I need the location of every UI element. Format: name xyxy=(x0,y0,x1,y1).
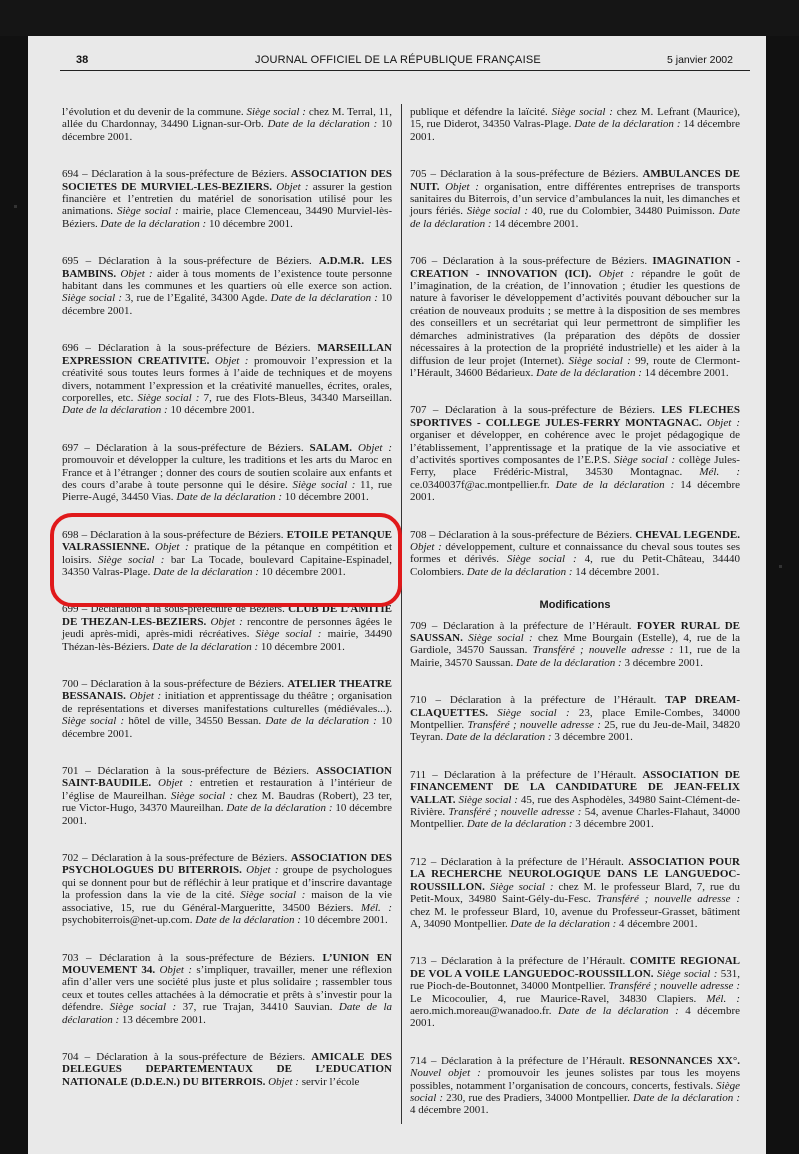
new-address: 54, avenue Charles-Flahaut, 34000 Montpellier. xyxy=(410,806,740,831)
date-label: Date de la déclaration : xyxy=(466,565,573,578)
entry-intro: 699 – Déclaration à la sous-préfecture de Béziers. xyxy=(62,603,289,616)
siege-address: 37, rue Trajan, 34410 Sauvian. xyxy=(176,1001,339,1014)
entry-body: pratique de la pétanque en compétition et loisirs. xyxy=(62,541,392,566)
declaration-entry xyxy=(410,1055,740,1117)
section-heading: Modifications xyxy=(539,599,611,612)
declaration-entry xyxy=(62,1051,392,1088)
entry-body: répandre le goût de l’imagination, de la création, de l’innovation ; étudier les questions de nature à favoriser le développement d’activités pouvant déboucher sur la création de nouveaux produits ; se mettre à la disposition de ses membres des conseillers et un secrétariat qui leur permettront de simplifier les démarches administratives (la préparation des dépôts de dossier nécessaires à la protection de la propriété industrielle) et les aider à la diffusion de leur projet (Internet). xyxy=(410,267,740,367)
transfer-label: Transféré ; nouvelle adresse : xyxy=(448,806,582,819)
entry-intro: 708 – Déclaration à la sous-préfecture de Béziers. xyxy=(410,528,636,541)
objet-label: Objet : xyxy=(352,441,392,454)
association-name: ASSOCIATION DES SOCIETES DE MURVIEL-LES-BEZIERS. xyxy=(62,168,392,193)
objet-label: Objet : xyxy=(241,864,279,877)
date-label: Date de la déclaration : xyxy=(516,656,622,669)
declaration-date: 10 décembre 2001. xyxy=(62,292,392,317)
siege-label: Siège social : xyxy=(170,789,234,802)
declaration-date: 10 décembre 2001. xyxy=(62,715,392,740)
objet-label: Objet : xyxy=(410,540,442,553)
declaration-entry xyxy=(410,529,740,579)
declaration-date: 10 décembre 2001. xyxy=(206,217,293,230)
declaration-entry xyxy=(62,168,392,230)
declaration-date: 14 décembre 2001. xyxy=(641,366,729,379)
association-name: AMBULANCES DE NUIT. xyxy=(410,168,740,193)
association-name: TAP DREAM-CLAQUETTES. xyxy=(410,694,740,719)
entry-intro: 711 – Déclaration à la préfecture de l’Hérault. xyxy=(410,768,643,781)
declaration-entry xyxy=(410,106,740,143)
siege-label: Siège social : xyxy=(489,880,554,893)
date-label: Date de la déclaration : xyxy=(265,715,377,728)
scan-speck xyxy=(779,565,782,568)
entry-body: assurer la gestion financière et l’entretien du matériel de sonorisation utilisé pour les animations. xyxy=(62,180,392,218)
siege-label: Siège social : xyxy=(62,715,125,728)
declaration-date: 14 décembre 2001. xyxy=(410,118,741,143)
association-name: FOYER RURAL DE SAUSSAN. xyxy=(410,619,740,644)
declaration-date: 10 décembre 2001. xyxy=(167,404,255,417)
declaration-entry xyxy=(62,442,392,504)
new-address: Le Micocoulier, 4, rue Maurice-Ravel, 34830 Clapiers. xyxy=(410,992,707,1005)
declaration-entry xyxy=(62,603,392,653)
declaration-date: 10 décembre 2001. xyxy=(62,118,393,143)
declaration-date: 4 décembre 2001. xyxy=(410,1004,741,1030)
siege-address: chez M. le professeur Blard, 7, rue du Petit-Moux, 34980 Saint-Gély-du-Fesc. xyxy=(410,880,740,906)
declaration-date: 10 décembre 2001. xyxy=(282,491,369,504)
siege-address: 99, route de Clermont-l’Hérault, 34600 Bédarieux. xyxy=(410,354,741,379)
entry-body: entretien et restauration à l’intérieur de l’église de Maureilhan. xyxy=(62,777,392,802)
siege-address: collège Jules-Ferry, place Frédéric-Mistral, 34530 Montagnac. xyxy=(410,453,740,479)
date-label: Date de la déclaration : xyxy=(574,118,681,131)
entry-body: rencontre de personnes âgées le jeudi après-midi, après-midi récréatives. xyxy=(62,615,392,641)
objet-label: Objet : xyxy=(116,267,153,280)
declaration-entry xyxy=(62,678,392,740)
entry-body: développement, culture et connaissance du cheval sous toutes ses formes et dérivés. xyxy=(410,540,740,566)
siege-address: hôtel de ville, 34550 Bessan. xyxy=(124,715,266,728)
entry-intro: 696 – Déclaration à la sous-préfecture de Béziers. xyxy=(62,342,318,355)
declaration-date: 10 décembre 2001. xyxy=(258,640,345,653)
date-label: Date de la déclaration : xyxy=(510,917,617,930)
association-name: CLUB DE L’AMITIE DE THEZAN-LES-BEZIERS. xyxy=(62,603,392,628)
declaration-date: 4 décembre 2001. xyxy=(616,917,698,930)
declaration-entry xyxy=(62,106,392,143)
transfer-label: Transféré ; nouvelle adresse : xyxy=(596,893,740,906)
siege-label: Siège social : xyxy=(116,205,179,218)
entry-body: promouvoir l’expression et la créativité sous toutes leurs formes à l’aide de techniques et de moyens divers, notamment l’expression et la créativité manuelles, écrites, orales, corporelles, etc. xyxy=(62,354,392,404)
entry-body xyxy=(488,707,497,719)
entry-intro: 704 – Déclaration à la sous-préfecture de Béziers. xyxy=(62,1050,312,1063)
entry-body: organisation, entre différentes entreprises de transports sanitaires du Biterrois, d’un service d’ambulances la nuit, les dimanches et jours fériés. xyxy=(410,180,740,218)
association-name: ASSOCIATION SAINT-BAUDILE. xyxy=(62,765,392,790)
siege-label: Siège social : xyxy=(506,553,577,566)
association-name: ETOILE PETANQUE VALRASSIENNE. xyxy=(62,528,392,554)
entry-body: organiser et développer, en cohérence avec le projet pédagogique de l’établissement, l’apprentissage et la pratique de la vie associative et d’activités sportives composantes de l’E.P.S. xyxy=(410,429,740,466)
siege-address: 531, rue Pioch-de-Boutonnet, 34000 Montpellier. xyxy=(410,967,741,993)
siege-label: Siège social : xyxy=(410,1079,740,1104)
entry-body: s’impliquer, travailler, mener une réflexion afin d’aller vers une société plus juste et plus solidaire ; rassembler tous ceux et toutes celles attachées à la démocratie et prêts à s’investir pour la défendre. xyxy=(62,963,392,1014)
email-address: aero.mich.moreau@wanadoo.fr. xyxy=(410,1004,558,1017)
siege-address: 4, rue du Petit-Château, 34440 Colombiers. xyxy=(410,553,741,578)
siege-address: 40, rue du Colombier, 34480 Puimisson. xyxy=(528,205,719,218)
siege-label: Siège social : xyxy=(656,967,718,980)
siege-address: 3, rue de l’Egalité, 34300 Agde. xyxy=(122,292,271,305)
association-name: AMICALE DES DELEGUES DEPARTEMENTAUX DE L’EDUCATION NATIONALE (D.D.E.N.) DU BITERROIS. xyxy=(62,1050,392,1088)
entry-body: l’évolution et du devenir de la commune. xyxy=(62,106,247,118)
declaration-entry xyxy=(410,955,740,1029)
date-label: Date de la déclaration : xyxy=(152,640,259,653)
siege-label: Siège social : xyxy=(466,205,529,218)
declaration-entry xyxy=(410,404,740,503)
date-label: Date de la déclaration : xyxy=(176,491,283,504)
objet-label: Objet : xyxy=(125,690,162,703)
issue-date: 5 janvier 2002 xyxy=(667,54,733,66)
declaration-date: 3 décembre 2001. xyxy=(621,656,703,669)
declaration-entry xyxy=(410,620,740,670)
email-label: Mél. : xyxy=(706,992,741,1005)
email-label: Mél. : xyxy=(699,466,740,479)
declaration-date: 3 décembre 2001. xyxy=(572,818,654,831)
siege-label: Siège social : xyxy=(568,354,631,367)
date-label: Date de la déclaration : xyxy=(632,1091,740,1104)
siege-label: Siège social : xyxy=(137,391,200,404)
column-divider xyxy=(401,104,402,1124)
declaration-date: 10 décembre 2001. xyxy=(258,565,346,578)
siege-address: 45, rue des Asphodèles, 34980 Saint-Clément-de-Rivière. xyxy=(410,793,740,819)
declaration-date: 3 décembre 2001. xyxy=(551,731,633,744)
declaration-entry xyxy=(410,769,740,831)
entry-body: publique et défendre la laïcité. xyxy=(410,106,552,118)
journal-title: JOURNAL OFFICIEL DE LA RÉPUBLIQUE FRANÇAISE xyxy=(255,54,541,66)
transfer-label: Transféré ; nouvelle adresse : xyxy=(467,719,601,732)
siege-label: Siège social : xyxy=(613,453,676,466)
association-name: ATELIER THEATRE BESSANAIS. xyxy=(62,678,392,703)
siege-address: chez M. Terral, 11, allée du Chardonnay, 34490 Lignan-sur-Orb. xyxy=(62,106,393,131)
entry-body: servir l’école xyxy=(298,1075,360,1088)
siege-label: Siège social : xyxy=(246,106,306,118)
new-address: 11, rue de la Mairie, 34570 Saussan. xyxy=(410,644,740,669)
entry-body: promouvoir et développer la culture, les traditions et les arts du Maroc en France et à l’étranger ; donner des cours de soutien scolaire aux enfants et des cours d’arabe à toute personne qui le désire. xyxy=(62,454,392,491)
date-label: Date de la déclaration : xyxy=(226,802,333,815)
siege-address: 230, rue des Pradiers, 34000 Montpellier. xyxy=(443,1091,633,1104)
siege-label: Siège social : xyxy=(240,889,306,902)
transfer-label: Transféré ; nouvelle adresse : xyxy=(532,644,674,657)
declaration-entry xyxy=(62,255,392,317)
new-address: 25, rue du Jeu-de-Mail, 34820 Teyran. xyxy=(410,719,740,744)
page-number: 38 xyxy=(76,54,89,66)
siege-label: Siège social : xyxy=(497,706,570,719)
objet-label: Objet : xyxy=(206,615,243,628)
association-name: SALAM. xyxy=(309,441,353,454)
date-label: Date de la déclaration : xyxy=(267,118,378,131)
header-rule xyxy=(60,70,750,71)
declaration-entry xyxy=(410,694,740,744)
entry-intro: 701 – Déclaration à la sous-préfecture de Béziers. xyxy=(62,765,316,778)
date-label: Date de la déclaration : xyxy=(62,404,168,417)
siege-label: Siège social : xyxy=(292,478,356,491)
siege-label: Siège social : xyxy=(551,106,613,118)
association-name: RESONNANCES XX°. xyxy=(629,1054,740,1067)
siege-address: 23, place Emile-Combes, 34000 Montpellier. xyxy=(410,706,740,732)
date-label: Date de la déclaration : xyxy=(195,914,301,927)
siege-address: bar La Tocade, boulevard Capitaine-Espinadel, 34350 Valras-Plage. xyxy=(62,553,392,578)
siege-address: mairie, place Clemenceau, 34490 Murviel-lès-Béziers. xyxy=(62,205,392,230)
entry-intro: 700 – Déclaration à la sous-préfecture de Béziers. xyxy=(62,678,288,690)
entry-intro: 712 – Déclaration à la préfecture de l’Hérault. xyxy=(410,855,629,868)
entry-intro: 694 – Déclaration à la sous-préfecture de Béziers. xyxy=(62,168,291,181)
association-name: A.D.M.R. LES BAMBINS. xyxy=(62,255,392,280)
date-label: Date de la déclaration : xyxy=(153,565,259,578)
association-name: COMITE REGIONAL DE VOL A VOILE LANGUEDOC-ROUSSILLON. xyxy=(410,955,740,980)
declaration-entry xyxy=(410,856,740,930)
entry-intro: 707 – Déclaration à la sous-préfecture de Béziers. xyxy=(410,404,662,417)
entry-intro: 697 – Déclaration à la sous-préfecture de Béziers. xyxy=(62,441,310,454)
declaration-date: 10 décembre 2001. xyxy=(62,802,392,827)
email-label: Mél. : xyxy=(360,901,392,914)
entry-body: groupe de psychologues qui se donnent pour but de réfléchir à leur pratique et d’inscrire davantage la profession dans la vie de la cité. xyxy=(62,864,392,902)
objet-label: Objet : xyxy=(591,267,635,280)
email-address: psychobiterrois@net-up.com. xyxy=(62,914,196,927)
objet-label: Objet : xyxy=(155,963,192,976)
association-name: ASSOCIATION POUR LA RECHERCHE NEUROLOGIQUE DANS LE LANGUEDOC-ROUSSILLON. xyxy=(410,855,740,893)
association-name: MARSEILLAN EXPRESSION CREATIVITE. xyxy=(62,342,392,367)
date-label: Date de la déclaration : xyxy=(270,292,378,305)
objet-label: Objet : xyxy=(701,416,740,429)
siege-label: Siège social : xyxy=(109,1001,177,1014)
association-name: CHEVAL LEGENDE. xyxy=(635,528,740,541)
siege-label: Siège social : xyxy=(255,628,322,641)
entry-intro: 695 – Déclaration à la sous-préfecture de Béziers. xyxy=(62,255,319,268)
right-column xyxy=(410,106,740,1142)
date-label: Date de la déclaration : xyxy=(62,1001,392,1026)
objet-label: Objet : xyxy=(265,1075,299,1088)
siege-address: mairie, 34490 Thézan-lès-Béziers. xyxy=(62,628,392,653)
scan-speck xyxy=(14,205,17,208)
entry-intro: 709 – Déclaration à la préfecture de l’Hérault. xyxy=(410,619,637,632)
siege-label: Siège social : xyxy=(62,292,123,305)
declaration-entry xyxy=(62,852,392,926)
declaration-entry xyxy=(62,952,392,1026)
objet-label: Objet : xyxy=(151,777,194,790)
association-name: L’UNION EN MOUVEMENT 34. xyxy=(62,951,392,976)
association-name: LES FLECHES SPORTIVES - COLLEGE JULES-FERRY MONTAGNAC. xyxy=(410,404,741,429)
siege-address: chez M. Lefrant (Maurice), 15, rue Diderot, 34350 Valras-Plage. xyxy=(410,106,741,131)
declaration-date: 10 décembre 2001. xyxy=(300,914,388,927)
siege-label: Siège social : xyxy=(468,632,533,644)
date-label: Date de la déclaration : xyxy=(557,1004,679,1017)
entry-intro: 702 – Déclaration à la sous-préfecture de Béziers. xyxy=(62,852,291,865)
siege-address: maison de la vie associative, 15, rue du Général-Margueritte, 34500 Béziers. xyxy=(62,889,392,914)
email-address: ce.0340037f@ac.montpellier.fr. xyxy=(410,478,556,491)
entry-intro: 714 – Déclaration à la préfecture de l’Hérault. xyxy=(410,1054,630,1067)
date-label: Date de la déclaration : xyxy=(466,818,573,831)
date-label: Date de la déclaration : xyxy=(445,731,552,744)
entry-body: initiation et apprentissage du théâtre ; organisation de représentations et diverses manifestations culturelles (médiévales...). xyxy=(62,690,393,715)
objet-label: Objet : xyxy=(149,541,189,554)
declaration-date: 14 décembre 2001. xyxy=(572,565,660,578)
objet-label: Objet : xyxy=(209,354,249,367)
entry-intro: 705 – Déclaration à la sous-préfecture de Béziers. xyxy=(410,168,643,181)
highlight-circle-entry-698 xyxy=(50,513,402,607)
declaration-date: 13 décembre 2001. xyxy=(119,1013,206,1026)
left-column xyxy=(62,106,392,1113)
entry-intro: 713 – Déclaration à la préfecture de l’Hérault. xyxy=(410,955,630,968)
entry-intro: 710 – Déclaration à la préfecture de l’Hérault. xyxy=(410,694,666,707)
entry-intro: 706 – Déclaration à la sous-préfecture de Béziers. xyxy=(410,255,653,268)
declaration-date: 14 décembre 2001. xyxy=(491,217,579,230)
scan-top-edge xyxy=(0,0,799,36)
declaration-entry xyxy=(410,168,740,230)
siege-address: chez M. Baudras (Robert), 23 ter, rue Victor-Hugo, 34370 Maureilhan. xyxy=(62,789,392,815)
siege-label: Siège social : xyxy=(458,793,518,806)
new-address: chez M. le professeur Blard, 10, avenue du Professeur-Grasset, bâtiment A, 34090 Montpellier. xyxy=(410,905,740,930)
date-label: Date de la déclaration : xyxy=(410,205,740,230)
declaration-date: 14 décembre 2001. xyxy=(410,478,740,504)
date-label: Date de la déclaration : xyxy=(536,366,642,379)
objet-label: Objet : xyxy=(272,180,309,193)
declaration-date: 4 décembre 2001. xyxy=(410,1104,489,1117)
objet-label: Nouvel objet : xyxy=(410,1067,481,1080)
association-name: ASSOCIATION DES PSYCHOLOGUES DU BITERROIS. xyxy=(62,852,392,877)
date-label: Date de la déclaration : xyxy=(100,217,207,230)
objet-label: Objet : xyxy=(439,180,479,193)
association-name: IMAGINATION - CREATION - INNOVATION (ICI). xyxy=(410,255,740,280)
transfer-label: Transféré ; nouvelle adresse : xyxy=(608,980,740,993)
declaration-entry xyxy=(62,342,392,416)
declaration-entry xyxy=(410,255,740,379)
siege-address: chez Mme Bourgain (Estelle), 4, rue de la Gardiole, 34570 Saussan. xyxy=(410,632,740,657)
siege-address: 7, rue des Flots-Bleus, 34340 Marseillan. xyxy=(199,391,393,404)
entry-body: promouvoir les jeunes solistes par tous les moyens possibles, notamment l’organisation de concours, concerts, festivals. xyxy=(410,1067,740,1092)
declaration-entry xyxy=(62,765,392,827)
association-name: ASSOCIATION DE FINANCEMENT DE LA CANDIDATURE DE JEAN-FELIX VALLAT. xyxy=(410,768,740,806)
entry-body: aider à tous moments de l’existence toute personne habitant dans les communes et les quartiers où elle exerce son action. xyxy=(62,267,392,293)
entry-intro: 698 – Déclaration à la sous-préfecture de Béziers. xyxy=(62,528,287,541)
entry-intro: 703 – Déclaration à la sous-préfecture de Béziers. xyxy=(62,951,323,964)
siege-label: Siège social : xyxy=(98,553,165,566)
siege-address: 11, rue Pierre-Augé, 34450 Vias. xyxy=(62,478,393,504)
date-label: Date de la déclaration : xyxy=(555,478,675,491)
